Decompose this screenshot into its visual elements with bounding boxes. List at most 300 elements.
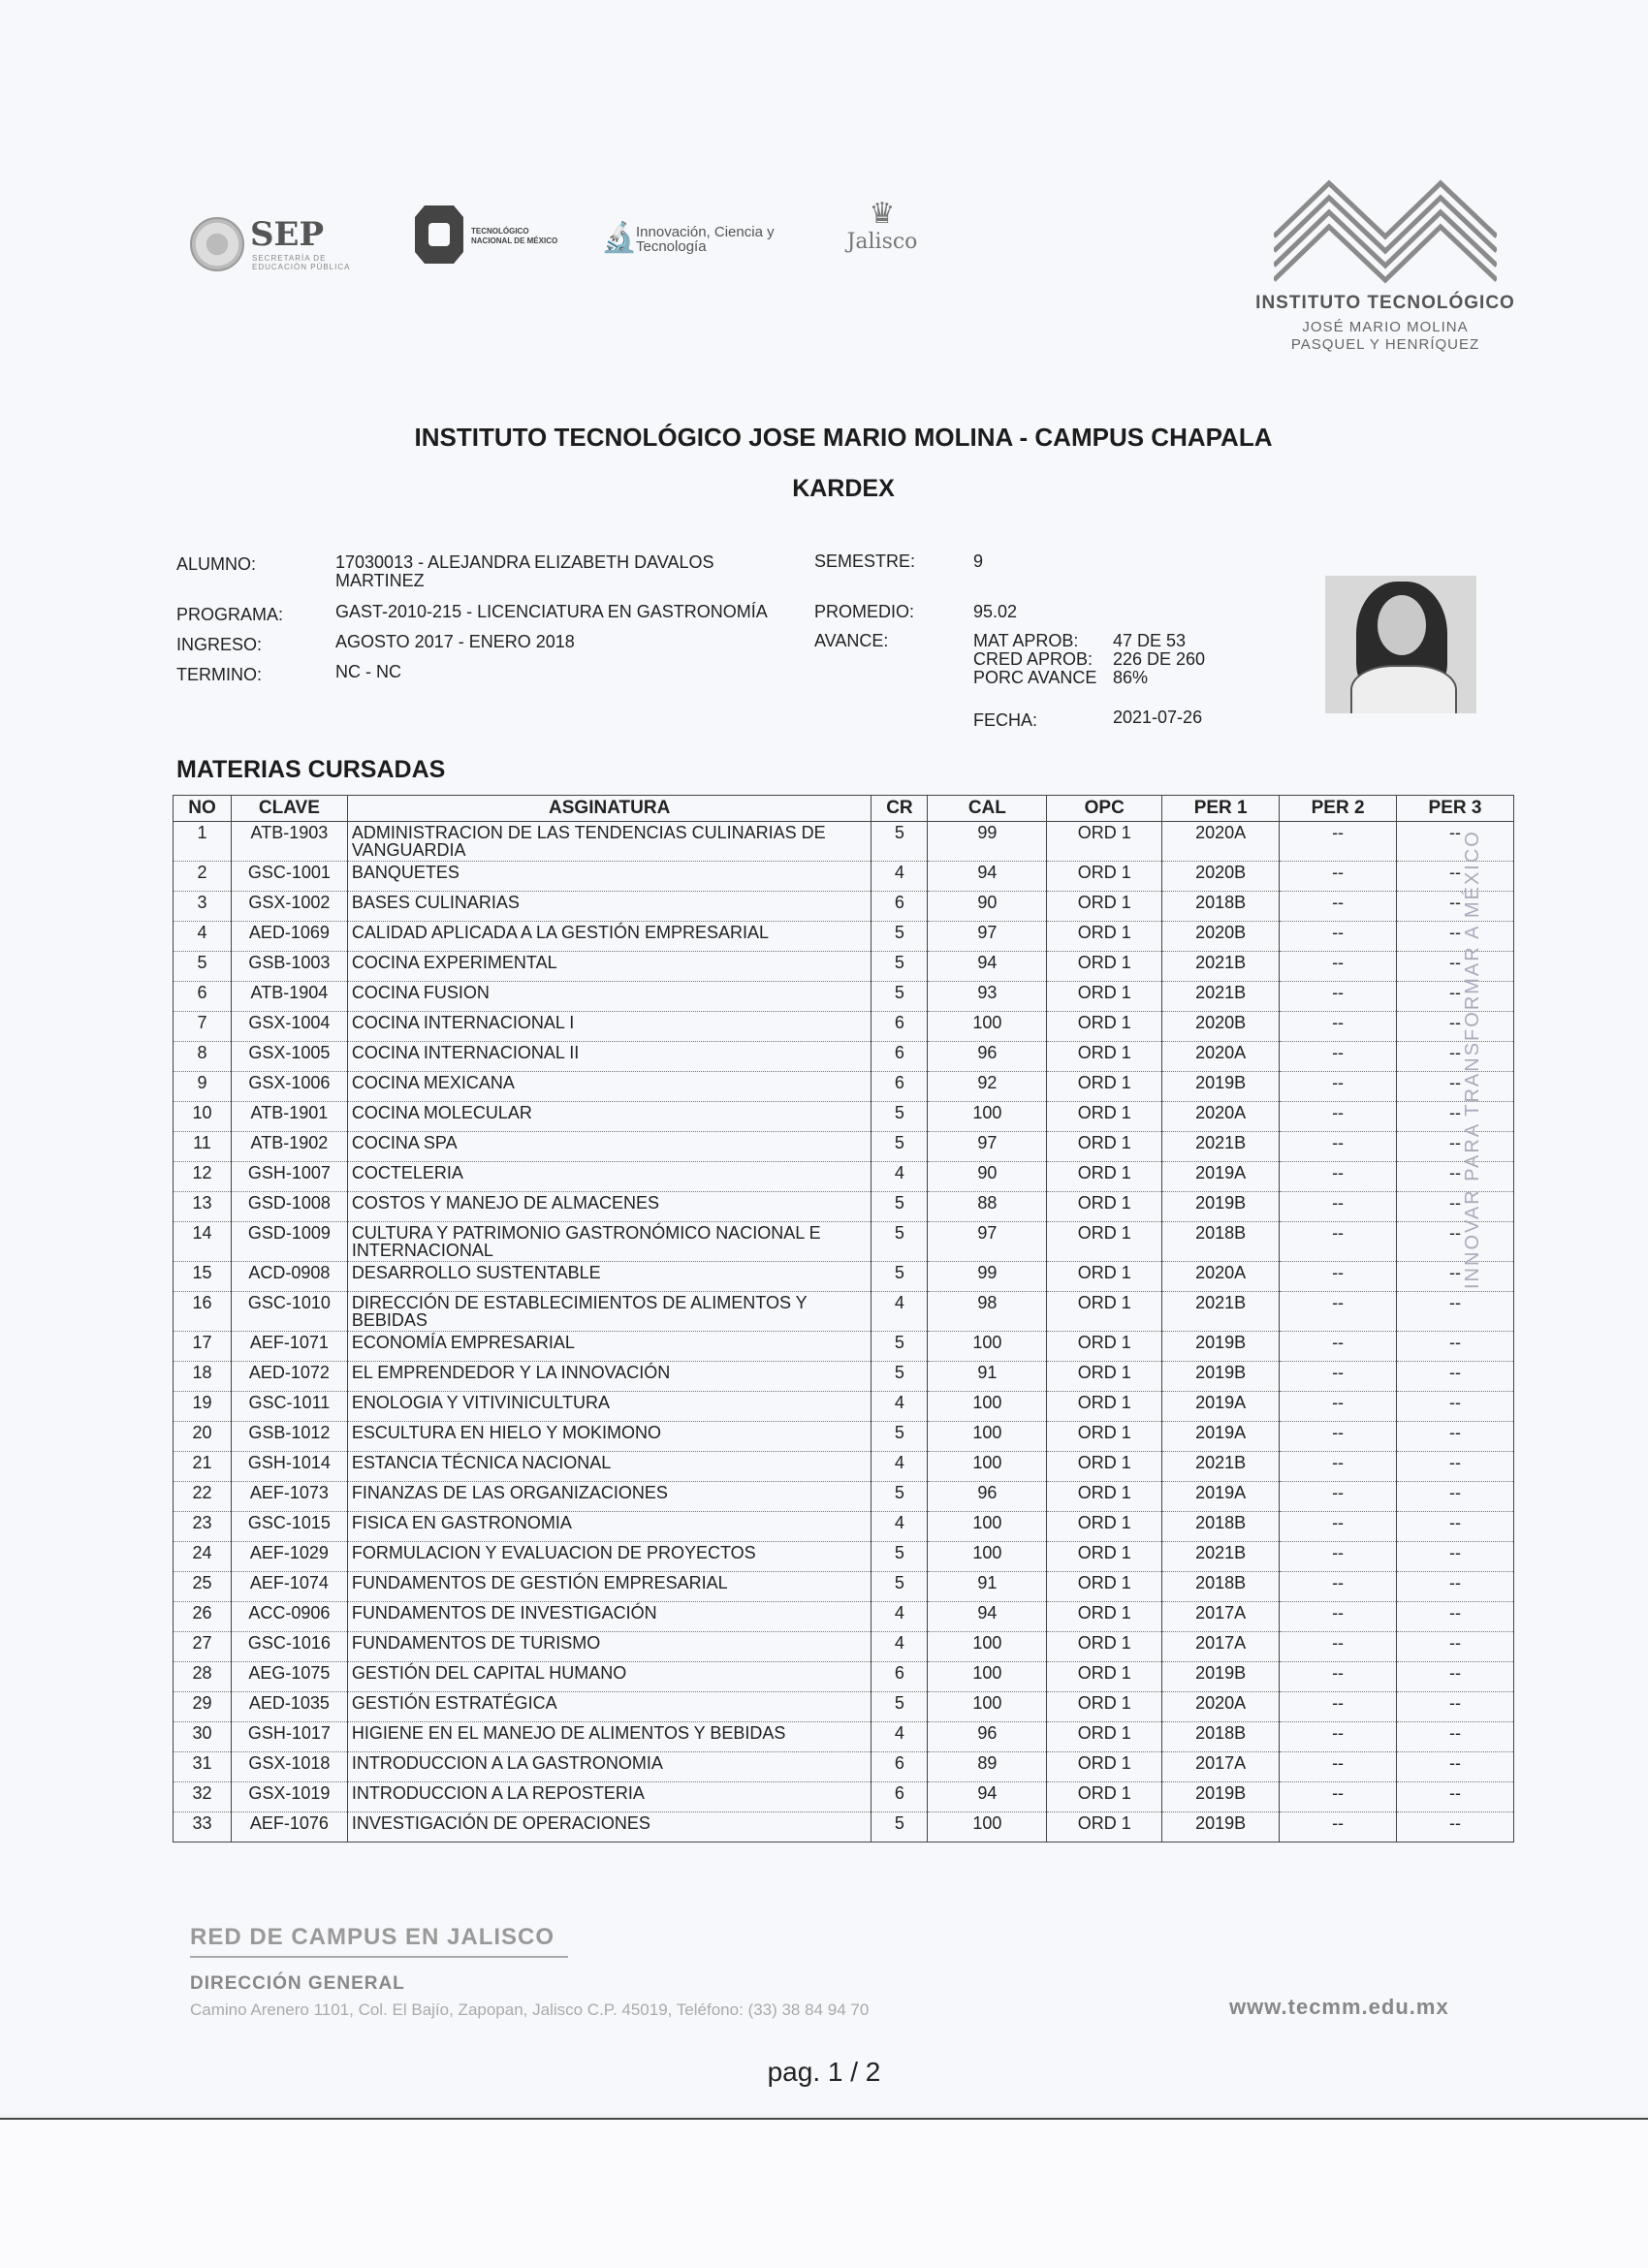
per3-cell: -- <box>1397 1192 1514 1222</box>
per1-cell: 2020A <box>1162 822 1280 862</box>
per1-cell: 2019B <box>1162 1332 1280 1362</box>
cal-cell: 99 <box>928 1262 1047 1292</box>
per2-cell: -- <box>1280 1362 1397 1392</box>
row-number: 29 <box>174 1692 232 1722</box>
per1-cell: 2019A <box>1162 1392 1280 1422</box>
cred-aprob-label: CRED APROB: <box>973 649 1093 669</box>
asignatura-cell: INVESTIGACIÓN DE OPERACIONES <box>347 1812 872 1843</box>
cr-cell: 5 <box>872 1692 928 1722</box>
column-header: CR <box>872 796 928 822</box>
opc-cell: ORD 1 <box>1047 1572 1162 1602</box>
per3-cell: -- <box>1397 1722 1514 1752</box>
column-header: OPC <box>1047 796 1162 822</box>
table-row <box>174 1192 1514 1222</box>
row-number: 26 <box>174 1602 232 1632</box>
per1-cell: 2021B <box>1162 1132 1280 1162</box>
row-number: 12 <box>174 1162 232 1192</box>
row-number: 21 <box>174 1452 232 1482</box>
clave-cell: GSB-1003 <box>231 952 347 982</box>
asignatura-cell: EL EMPRENDEDOR Y LA INNOVACIÓN <box>347 1362 872 1392</box>
itjmm-sub-line1: JOSÉ MARIO MOLINA <box>1302 319 1469 335</box>
per3-cell: -- <box>1397 1332 1514 1362</box>
opc-cell: ORD 1 <box>1047 1752 1162 1782</box>
opc-cell: ORD 1 <box>1047 1262 1162 1292</box>
clave-cell: ATB-1904 <box>231 982 347 1012</box>
asignatura-cell: COCINA INTERNACIONAL II <box>347 1042 872 1072</box>
asignatura-cell: FINANZAS DE LAS ORGANIZACIONES <box>347 1482 872 1512</box>
per2-cell: -- <box>1280 1222 1397 1262</box>
cr-cell: 6 <box>872 1012 928 1042</box>
per3-cell: -- <box>1397 1102 1514 1132</box>
per3-cell: -- <box>1397 892 1514 922</box>
table-row <box>174 1512 1514 1542</box>
promedio-value: 95.02 <box>973 602 1018 621</box>
clave-cell: GSX-1019 <box>231 1782 347 1812</box>
table-row <box>174 862 1514 892</box>
footer-divider <box>190 1956 568 1958</box>
opc-cell: ORD 1 <box>1047 1162 1162 1192</box>
cal-cell: 91 <box>928 1362 1047 1392</box>
per3-cell: -- <box>1397 1262 1514 1292</box>
opc-cell: ORD 1 <box>1047 1602 1162 1632</box>
opc-cell: ORD 1 <box>1047 1102 1162 1132</box>
asignatura-cell: DESARROLLO SUSTENTABLE <box>347 1262 872 1292</box>
per2-cell: -- <box>1280 922 1397 952</box>
row-number: 33 <box>174 1812 232 1843</box>
cr-cell: 5 <box>872 1102 928 1132</box>
avance-labels <box>973 632 1096 687</box>
cr-cell: 5 <box>872 1262 928 1292</box>
per3-cell: -- <box>1397 1012 1514 1042</box>
clave-cell: ATB-1903 <box>231 822 347 862</box>
opc-cell: ORD 1 <box>1047 1722 1162 1752</box>
termino-label: TERMINO: <box>176 665 262 684</box>
cr-cell: 4 <box>872 1292 928 1332</box>
cal-cell: 100 <box>928 1102 1047 1132</box>
footer-website: www.tecmm.edu.mx <box>1229 1995 1449 2019</box>
termino-value: NC - NC <box>335 662 401 681</box>
per1-cell: 2020A <box>1162 1042 1280 1072</box>
asignatura-cell: COCINA SPA <box>347 1132 872 1162</box>
cr-cell: 4 <box>872 1632 928 1662</box>
cr-cell: 6 <box>872 1752 928 1782</box>
asignatura-cell: COCINA EXPERIMENTAL <box>347 952 872 982</box>
blank-page-strip <box>0 2118 1648 2268</box>
jalisco-logo <box>834 199 931 276</box>
per2-cell: -- <box>1280 982 1397 1012</box>
cal-cell: 89 <box>928 1752 1047 1782</box>
alumno-value <box>335 553 714 590</box>
per2-cell: -- <box>1280 1132 1397 1162</box>
asignatura-cell: FISICA EN GASTRONOMIA <box>347 1512 872 1542</box>
per1-cell: 2018B <box>1162 1222 1280 1262</box>
direccion-general: DIRECCIÓN GENERAL <box>190 1973 405 1994</box>
jalisco-logo-word: Jalisco <box>846 230 918 254</box>
clave-cell: GSX-1002 <box>231 892 347 922</box>
per1-cell: 2020B <box>1162 1012 1280 1042</box>
cal-cell: 88 <box>928 1192 1047 1222</box>
per2-cell: -- <box>1280 1542 1397 1572</box>
per2-cell: -- <box>1280 1012 1397 1042</box>
cal-cell: 100 <box>928 1542 1047 1572</box>
per1-cell: 2018B <box>1162 1572 1280 1602</box>
per2-cell: -- <box>1280 1692 1397 1722</box>
row-number: 17 <box>174 1332 232 1362</box>
innovacion-logo-text: Innovación, Ciencia y Tecnología <box>636 224 775 255</box>
itjmm-logo <box>1245 178 1526 362</box>
cal-cell: 94 <box>928 1782 1047 1812</box>
cr-cell: 6 <box>872 1042 928 1072</box>
cred-aprob-value: 226 DE 260 <box>1113 649 1206 669</box>
cr-cell: 5 <box>872 1542 928 1572</box>
clave-cell: GSX-1004 <box>231 1012 347 1042</box>
row-number: 18 <box>174 1362 232 1392</box>
per2-cell: -- <box>1280 1292 1397 1332</box>
table-header-row <box>174 796 1514 822</box>
table-body <box>174 822 1514 1843</box>
per3-cell: -- <box>1397 1132 1514 1162</box>
row-number: 10 <box>174 1102 232 1132</box>
row-number: 27 <box>174 1632 232 1662</box>
clave-cell: GSC-1016 <box>231 1632 347 1662</box>
opc-cell: ORD 1 <box>1047 1012 1162 1042</box>
mat-aprob-value: 47 DE 53 <box>1113 631 1187 650</box>
table-row <box>174 1782 1514 1812</box>
opc-cell: ORD 1 <box>1047 922 1162 952</box>
cr-cell: 5 <box>872 1362 928 1392</box>
section-title: MATERIAS CURSADAS <box>176 756 446 783</box>
cal-cell: 99 <box>928 822 1047 862</box>
red-campus-heading: RED DE CAMPUS EN JALISCO <box>190 1924 555 1950</box>
table-row <box>174 922 1514 952</box>
cr-cell: 5 <box>872 822 928 862</box>
per2-cell: -- <box>1280 822 1397 862</box>
clave-cell: AEF-1074 <box>231 1572 347 1602</box>
column-header: CAL <box>928 796 1047 822</box>
per2-cell: -- <box>1280 1332 1397 1362</box>
clave-cell: AEG-1075 <box>231 1662 347 1692</box>
clave-cell: GSC-1001 <box>231 862 347 892</box>
row-number: 3 <box>174 892 232 922</box>
per3-cell: -- <box>1397 1662 1514 1692</box>
cal-cell: 100 <box>928 1662 1047 1692</box>
per2-cell: -- <box>1280 862 1397 892</box>
cr-cell: 4 <box>872 1722 928 1752</box>
semestre-value: 9 <box>973 551 984 571</box>
per1-cell: 2020B <box>1162 862 1280 892</box>
asignatura-cell: GESTIÓN DEL CAPITAL HUMANO <box>347 1662 872 1692</box>
document-title: INSTITUTO TECNOLÓGICO JOSE MARIO MOLINA - CAMPUS CHAPALA <box>414 423 1273 452</box>
row-number: 6 <box>174 982 232 1012</box>
clave-cell: ACD-0908 <box>231 1262 347 1292</box>
row-number: 5 <box>174 952 232 982</box>
per3-cell: -- <box>1397 1602 1514 1632</box>
table-row <box>174 1012 1514 1042</box>
row-number: 22 <box>174 1482 232 1512</box>
table-row <box>174 1722 1514 1752</box>
per1-cell: 2017A <box>1162 1602 1280 1632</box>
cal-cell: 97 <box>928 1132 1047 1162</box>
per1-cell: 2019B <box>1162 1812 1280 1843</box>
table-row <box>174 1482 1514 1512</box>
table-row <box>174 1752 1514 1782</box>
row-number: 13 <box>174 1192 232 1222</box>
row-number: 30 <box>174 1722 232 1752</box>
cr-cell: 4 <box>872 862 928 892</box>
row-number: 24 <box>174 1542 232 1572</box>
cr-cell: 5 <box>872 1812 928 1843</box>
per1-cell: 2018B <box>1162 1722 1280 1752</box>
table-row <box>174 1072 1514 1102</box>
innovacion-logo <box>601 221 814 260</box>
asignatura-cell: CALIDAD APLICADA A LA GESTIÓN EMPRESARIAL <box>347 922 872 952</box>
per2-cell: -- <box>1280 1452 1397 1482</box>
asignatura-cell: BASES CULINARIAS <box>347 892 872 922</box>
per3-cell: -- <box>1397 1362 1514 1392</box>
row-number: 14 <box>174 1222 232 1262</box>
cal-cell: 90 <box>928 1162 1047 1192</box>
cr-cell: 5 <box>872 1222 928 1262</box>
per3-cell: -- <box>1397 1222 1514 1262</box>
column-header: ASGINATURA <box>347 796 872 822</box>
opc-cell: ORD 1 <box>1047 1192 1162 1222</box>
column-header: NO <box>174 796 232 822</box>
cal-cell: 92 <box>928 1072 1047 1102</box>
asignatura-cell: DIRECCIÓN DE ESTABLECIMIENTOS DE ALIMENTOS Y BEBIDAS <box>347 1292 872 1332</box>
per2-cell: -- <box>1280 952 1397 982</box>
row-number: 20 <box>174 1422 232 1452</box>
opc-cell: ORD 1 <box>1047 1692 1162 1722</box>
opc-cell: ORD 1 <box>1047 862 1162 892</box>
clave-cell: GSC-1011 <box>231 1392 347 1422</box>
porc-avance-label: PORC AVANCE <box>973 668 1097 687</box>
per2-cell: -- <box>1280 1102 1397 1132</box>
clave-cell: AEF-1076 <box>231 1812 347 1843</box>
cal-cell: 96 <box>928 1722 1047 1752</box>
per1-cell: 2019B <box>1162 1782 1280 1812</box>
asignatura-cell: INTRODUCCION A LA GASTRONOMIA <box>347 1752 872 1782</box>
cr-cell: 5 <box>872 1572 928 1602</box>
table-row <box>174 1452 1514 1482</box>
per3-cell: -- <box>1397 1292 1514 1332</box>
per3-cell: -- <box>1397 922 1514 952</box>
per2-cell: -- <box>1280 1572 1397 1602</box>
opc-cell: ORD 1 <box>1047 1392 1162 1422</box>
per3-cell: -- <box>1397 1572 1514 1602</box>
asignatura-cell: ENOLOGIA Y VITIVINICULTURA <box>347 1392 872 1422</box>
cal-cell: 94 <box>928 862 1047 892</box>
per1-cell: 2019A <box>1162 1162 1280 1192</box>
cal-cell: 97 <box>928 922 1047 952</box>
cr-cell: 5 <box>872 982 928 1012</box>
footer-address: Camino Arenero 1101, Col. El Bajío, Zapopan, Jalisco C.P. 45019, Teléfono: (33) 38 84 94 70 <box>190 2000 870 2019</box>
clave-cell: GSC-1015 <box>231 1512 347 1542</box>
per1-cell: 2020B <box>1162 922 1280 952</box>
per3-cell: -- <box>1397 862 1514 892</box>
opc-cell: ORD 1 <box>1047 1362 1162 1392</box>
row-number: 25 <box>174 1572 232 1602</box>
per3-cell: -- <box>1397 1512 1514 1542</box>
row-number: 2 <box>174 862 232 892</box>
row-number: 23 <box>174 1512 232 1542</box>
per1-cell: 2017A <box>1162 1752 1280 1782</box>
cr-cell: 4 <box>872 1392 928 1422</box>
table-row <box>174 1602 1514 1632</box>
cr-cell: 5 <box>872 1332 928 1362</box>
cal-cell: 94 <box>928 1602 1047 1632</box>
cal-cell: 100 <box>928 1012 1047 1042</box>
row-number: 32 <box>174 1782 232 1812</box>
row-number: 1 <box>174 822 232 862</box>
table-row <box>174 1132 1514 1162</box>
per1-cell: 2019B <box>1162 1362 1280 1392</box>
asignatura-cell: ESTANCIA TÉCNICA NACIONAL <box>347 1452 872 1482</box>
table-row <box>174 822 1514 862</box>
per3-cell: -- <box>1397 1162 1514 1192</box>
clave-cell: AEF-1073 <box>231 1482 347 1512</box>
per3-cell: -- <box>1397 1482 1514 1512</box>
per3-cell: -- <box>1397 1072 1514 1102</box>
per3-cell: -- <box>1397 952 1514 982</box>
student-photo <box>1325 576 1476 713</box>
per1-cell: 2020A <box>1162 1102 1280 1132</box>
clave-cell: GSX-1006 <box>231 1072 347 1102</box>
asignatura-cell: COCINA MEXICANA <box>347 1072 872 1102</box>
per1-cell: 2021B <box>1162 952 1280 982</box>
table-row <box>174 1362 1514 1392</box>
semestre-label: SEMESTRE: <box>814 551 916 571</box>
clave-cell: GSH-1007 <box>231 1162 347 1192</box>
clave-cell: AED-1069 <box>231 922 347 952</box>
cal-cell: 100 <box>928 1812 1047 1843</box>
cr-cell: 5 <box>872 1422 928 1452</box>
cal-cell: 90 <box>928 892 1047 922</box>
cal-cell: 98 <box>928 1292 1047 1332</box>
clave-cell: AED-1035 <box>231 1692 347 1722</box>
opc-cell: ORD 1 <box>1047 1812 1162 1843</box>
asignatura-cell: COCINA MOLECULAR <box>347 1102 872 1132</box>
per3-cell: -- <box>1397 1752 1514 1782</box>
row-number: 8 <box>174 1042 232 1072</box>
sep-logo-word: SEP <box>250 215 325 254</box>
asignatura-cell: FUNDAMENTOS DE INVESTIGACIÓN <box>347 1602 872 1632</box>
mat-aprob-label: MAT APROB: <box>973 631 1079 650</box>
opc-cell: ORD 1 <box>1047 1072 1162 1102</box>
row-number: 7 <box>174 1012 232 1042</box>
cr-cell: 6 <box>872 1072 928 1102</box>
opc-cell: ORD 1 <box>1047 1132 1162 1162</box>
table-row <box>174 1812 1514 1843</box>
per3-cell: -- <box>1397 1452 1514 1482</box>
table-row <box>174 1102 1514 1132</box>
asignatura-cell: BANQUETES <box>347 862 872 892</box>
per3-cell: -- <box>1397 1042 1514 1072</box>
column-header: PER 2 <box>1280 796 1397 822</box>
per1-cell: 2021B <box>1162 1452 1280 1482</box>
itjmm-sub-line2: PASQUEL Y HENRÍQUEZ <box>1290 336 1480 353</box>
alumno-line1: 17030013 - ALEJANDRA ELIZABETH DAVALOS <box>335 552 714 572</box>
table-row <box>174 1292 1514 1332</box>
per3-cell: -- <box>1397 982 1514 1012</box>
table-row <box>174 1392 1514 1422</box>
table-row <box>174 1632 1514 1662</box>
cr-cell: 5 <box>872 922 928 952</box>
itjmm-logo-name: INSTITUTO TECNOLÓGICO <box>1255 293 1515 313</box>
row-number: 31 <box>174 1752 232 1782</box>
asignatura-cell: HIGIENE EN EL MANEJO DE ALIMENTOS Y BEBIDAS <box>347 1722 872 1752</box>
cr-cell: 5 <box>872 1482 928 1512</box>
asignatura-cell: COCTELERIA <box>347 1162 872 1192</box>
cr-cell: 6 <box>872 1782 928 1812</box>
per1-cell: 2019B <box>1162 1192 1280 1222</box>
itjmm-mark-icon <box>1274 178 1497 285</box>
opc-cell: ORD 1 <box>1047 982 1162 1012</box>
per3-cell: -- <box>1397 1692 1514 1722</box>
cr-cell: 4 <box>872 1452 928 1482</box>
per1-cell: 2018B <box>1162 1512 1280 1542</box>
cal-cell: 100 <box>928 1452 1047 1482</box>
table-row <box>174 1692 1514 1722</box>
promedio-label: PROMEDIO: <box>814 602 915 621</box>
cal-cell: 100 <box>928 1692 1047 1722</box>
clave-cell: AEF-1071 <box>231 1332 347 1362</box>
opc-cell: ORD 1 <box>1047 1482 1162 1512</box>
table-row <box>174 1042 1514 1072</box>
opc-cell: ORD 1 <box>1047 1662 1162 1692</box>
cr-cell: 4 <box>872 1162 928 1192</box>
alumno-label: ALUMNO: <box>176 554 257 574</box>
cal-cell: 100 <box>928 1332 1047 1362</box>
opc-cell: ORD 1 <box>1047 1542 1162 1572</box>
clave-cell: GSD-1009 <box>231 1222 347 1262</box>
per1-cell: 2019A <box>1162 1482 1280 1512</box>
per1-cell: 2019B <box>1162 1072 1280 1102</box>
per2-cell: -- <box>1280 1392 1397 1422</box>
asignatura-cell: ADMINISTRACION DE LAS TENDENCIAS CULINARIAS DE VANGUARDIA <box>347 822 872 862</box>
per2-cell: -- <box>1280 1752 1397 1782</box>
opc-cell: ORD 1 <box>1047 1512 1162 1542</box>
asignatura-cell: ESCULTURA EN HIELO Y MOKIMONO <box>347 1422 872 1452</box>
clave-cell: GSD-1008 <box>231 1192 347 1222</box>
cal-cell: 94 <box>928 952 1047 982</box>
per2-cell: -- <box>1280 1632 1397 1662</box>
table-row <box>174 982 1514 1012</box>
table-row <box>174 1162 1514 1192</box>
alumno-line2: MARTINEZ <box>335 571 425 590</box>
itjmm-logo-subtitle <box>1245 319 1526 354</box>
per2-cell: -- <box>1280 1162 1397 1192</box>
table-row <box>174 1332 1514 1362</box>
opc-cell: ORD 1 <box>1047 1332 1162 1362</box>
row-number: 19 <box>174 1392 232 1422</box>
clave-cell: ATB-1902 <box>231 1132 347 1162</box>
column-header: PER 1 <box>1162 796 1280 822</box>
asignatura-cell: ECONOMÍA EMPRESARIAL <box>347 1332 872 1362</box>
per2-cell: -- <box>1280 1422 1397 1452</box>
column-header: CLAVE <box>231 796 347 822</box>
cr-cell: 5 <box>872 1192 928 1222</box>
per1-cell: 2020A <box>1162 1692 1280 1722</box>
tecnm-logo <box>415 204 570 271</box>
gear-icon <box>415 205 463 264</box>
per2-cell: -- <box>1280 1482 1397 1512</box>
opc-cell: ORD 1 <box>1047 1782 1162 1812</box>
clave-cell: AEF-1029 <box>231 1542 347 1572</box>
opc-cell: ORD 1 <box>1047 822 1162 862</box>
asignatura-cell: INTRODUCCION A LA REPOSTERIA <box>347 1782 872 1812</box>
cr-cell: 5 <box>872 1132 928 1162</box>
per3-cell: -- <box>1397 822 1514 862</box>
